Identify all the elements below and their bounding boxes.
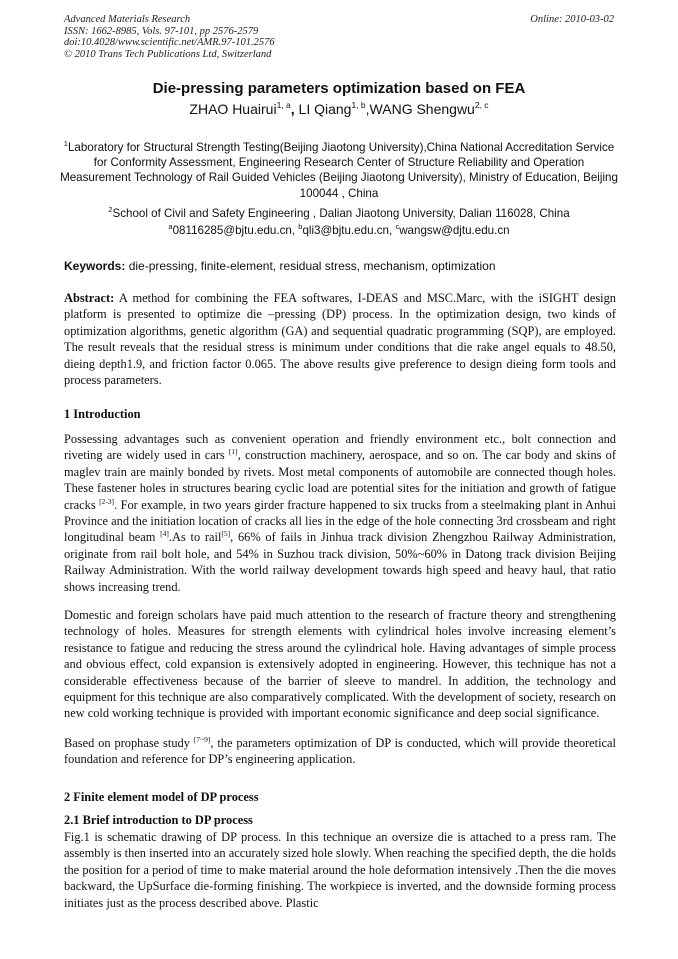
affiliation-2	[60, 202, 618, 221]
email-marker: a	[168, 222, 173, 231]
issn-line: ISSN: 1662-8985, Vols. 97-101, pp 2576-2579	[64, 25, 259, 37]
citation-ref[interactable]: [2-3]	[99, 496, 115, 506]
section-heading-introduction: 1 Introduction	[64, 407, 141, 421]
email-marker: c	[395, 222, 400, 231]
citation-ref[interactable]: [4]	[160, 529, 169, 539]
author-affiliation-marker: 2, c	[474, 100, 489, 110]
keywords-label: Keywords:	[64, 259, 126, 273]
body-text: Possessing advantages such as convenient operation and friendly environment etc., bolt connection and riveting are widely used in cars	[64, 432, 616, 463]
section2-paragraph-1: Fig.1 is schematic drawing of DP process. In this technique an oversize die is attached to a press ram. The assembly is then inserted into an accurately sized hole slowly. When reaching the specified depth, the die holds the position for a period of time to make material around the hole deformation intensively .Then the die moves backward, the UpSurface die-forming finishing. The workpiece is inverted, and the downside forming process initiates just as the process described above. Plastic	[64, 830, 616, 910]
body-text: .As to rail	[168, 530, 222, 545]
body-text: , the parameters optimization of DP is conducted, which will provide theoretical foundation and reference for DP’s engineering application.	[64, 736, 616, 767]
intro-paragraph-3	[64, 735, 616, 768]
paper-title: Die-pressing parameters optimization based on FEA	[152, 80, 526, 97]
email-list: $^a$08116285@bjtu.edu.cn, $^b$qli3@bjtu.edu.cn, $^c$wangsw@djtu.edu.cn	[168, 222, 510, 237]
affiliation-text: Laboratory for Structural Strength Testing(Beijing Jiaotong University),China National Accreditation Service for Conformity Assessment, Engineering Research Center of Structure Reliability and Operation Measurement Technology of Rail Guided Vehicles (Beijing Jiaotong University), Ministry of Education, Beijing 100044 , China	[60, 141, 618, 200]
journal-header	[64, 14, 616, 60]
body-text: Based on prophase study	[64, 736, 194, 750]
author-name: WANG Shengwu	[369, 101, 475, 117]
citation-ref[interactable]: [7~9]	[193, 735, 211, 744]
author-affiliation-marker: 1, a	[276, 100, 291, 110]
affiliation-1	[60, 136, 618, 201]
abstract-label: Abstract:	[64, 291, 115, 305]
author-list: ZHAO Huairui$^{1, a}$, LI Qiang$^{1, b}$,WANG Shengwu$^{2, c}$	[189, 100, 489, 117]
subsection-heading-dp-intro: 2.1 Brief introduction to DP process	[64, 813, 253, 827]
keywords-text: die-pressing, finite-element, residual stress, mechanism, optimization	[128, 259, 496, 273]
email-address[interactable]: wangsw@djtu.edu.cn	[399, 224, 510, 237]
keywords-line	[64, 259, 616, 273]
email-address[interactable]: qli3@bjtu.edu.cn	[302, 224, 389, 237]
body-text: . For example, in two years girder fracture happened to six trucks from a steelmaking plant in Anhui Province and the initiation location of cracks all lies in the edge of the hole connecting 3rd crossbeam and right longitudinal beam	[64, 497, 616, 545]
intro-paragraph-2: Domestic and foreign scholars have paid much attention to the research of fracture theory and strengthening technology of holes. Measures for strength elements with cylindrical holes involve increasing element’s resistance to fatigue and reducing the stress around the cylindrical hole. Having advantages of simple process and obvious effect, cold expansion is extensively adopted in engineering. However, this technique has not a considerable effectiveness because of the barrier of sleeve to mandrel. In addition, the technology and equipment for this technique are also comparatively complicated. With the development of society, research on new cold working technique is provided with important economic significance and deep social significance.	[64, 608, 616, 721]
email-address[interactable]: 08116285@bjtu.edu.cn	[172, 224, 292, 237]
email-marker: b	[298, 222, 303, 231]
section-heading-fe-model: 2 Finite element model of DP process	[64, 790, 259, 804]
body-text: , construction machinery, aerospace, and so on. The car body and skins of maglev train are mainly bonded by rivets. Most metal components of automobile are connected though holes. These fastener holes in structures bearing cyclic load are potential sites for the initiation and growth of fatigue cracks	[64, 448, 616, 512]
doi-line: doi:10.4028/www.scientific.net/AMR.97-101.2576	[64, 37, 275, 49]
citation-ref[interactable]: [5]	[221, 529, 231, 539]
abstract-paragraph	[64, 290, 616, 388]
copyright-line: © 2010 Trans Tech Publications Ltd, Switzerland	[64, 48, 272, 60]
journal-name: Advanced Materials Research	[64, 14, 191, 25]
body-text: , 66% of fails in Jinhua track division Zhengzhou Railway Administration, originate from rail bolt hole, and 54% in Suzhou track division, 50%~60% in Datong track division Beijing Railway Administration. With the world railway development towards high speed and heavy haul, that ratio shows increasing trend.	[64, 530, 616, 594]
affiliation-text: School of Civil and Safety Engineering , Dalian Jiaotong University, Dalian 116028, China	[112, 207, 570, 220]
citation-ref[interactable]: [1]	[228, 447, 238, 457]
author-name: LI Qiang	[298, 101, 352, 117]
affiliation-marker: 1	[63, 139, 68, 148]
abstract-text: A method for combining the FEA softwares, I-DEAS and MSC.Marc, with the iSIGHT design platform is presented to optimize die –pressing (DP) process. In the optimization design, two kinds of optimization algorithms, genetic algorithm (GA) and sequential quadratic programming (SQP), are employed. The result reveals that the residual stress is minimum under conditions that die rake angel equals to 48.50, dieing depth1.9, and friction factor 0.065. The above results give preference to design dieing form tools and process parameters.	[64, 291, 616, 388]
online-date: Online: 2010-03-02	[530, 14, 614, 25]
author-affiliation-marker: 1, b	[351, 100, 366, 110]
intro-paragraph-1	[64, 431, 616, 595]
author-name: ZHAO Huairui	[189, 101, 277, 117]
affiliation-marker: 2	[108, 205, 113, 214]
